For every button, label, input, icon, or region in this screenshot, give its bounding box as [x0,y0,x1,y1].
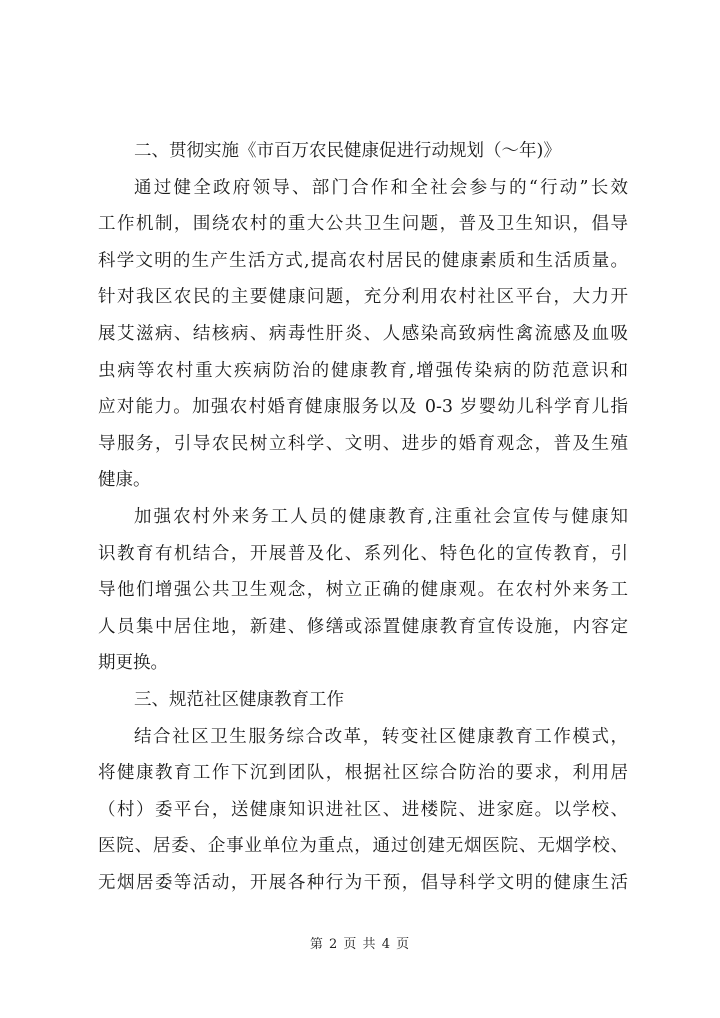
paragraph-line: 虫病等农村重大疾病防治的健康教育,增强传染病的防范意识和 [98,360,628,381]
paragraph-line: 加强农村外来务工人员的健康教育,注重社会宣传与健康知 [134,506,628,527]
page-footer: 第 2 页 共 4 页 [309,937,411,952]
paragraph-line: 医院、居委、企事业单位为重点，通过创建无烟医院、无烟学校、 [98,836,628,857]
document-body [98,133,628,901]
paragraph-line: 科学文明的生产生活方式,提高农村居民的健康素质和生活质量。 [98,250,628,271]
paragraph-line: （村）委平台，送健康知识进社区、进楼院、进家庭。以学校、 [98,799,628,820]
paragraph-line: 人员集中居住地，新建、修缮或添置健康教育宣传设施，内容定 [98,616,628,637]
paragraph-line: 针对我区农民的主要健康问题，充分利用农村社区平台，大力开 [98,287,628,308]
paragraph-line: 导他们增强公共卫生观念，树立正确的健康观。在农村外来务工 [98,580,628,601]
paragraph-line: 应对能力。加强农村婚育健康服务以及 0-3 岁婴幼儿科学育儿指 [98,397,628,418]
paragraph-line: 展艾滋病、结核病、病毒性肝炎、人感染高致病性禽流感及血吸 [98,323,628,344]
paragraph-line: 导服务，引导农民树立科学、文明、进步的婚育观念，普及生殖 [98,433,628,454]
paragraph-line: 通过健全政府领导、部门合作和全社会参与的“行动”长效 [134,177,628,198]
paragraph-line: 结合社区卫生服务综合改革，转变社区健康教育工作模式， [134,726,628,747]
paragraph-line: 识教育有机结合，开展普及化、系列化、特色化的宣传教育，引 [98,543,628,564]
paragraph-line: 将健康教育工作下沉到团队，根据社区综合防治的要求，利用居 [98,763,628,784]
section-heading-2: 二、贯彻实施《市百万农民健康促进行动规划（～年)》 [134,141,561,161]
paragraph-line: 工作机制，围绕农村的重大公共卫生问题，普及卫生知识，倡导 [98,214,628,235]
paragraph-line: 期更换。 [98,653,168,674]
section-heading-3: 三、规范社区健康教育工作 [134,689,344,710]
paragraph-line: 健康。 [98,470,151,491]
paragraph-line: 无烟居委等活动，开展各种行为干预，倡导科学文明的健康生活 [98,872,628,893]
